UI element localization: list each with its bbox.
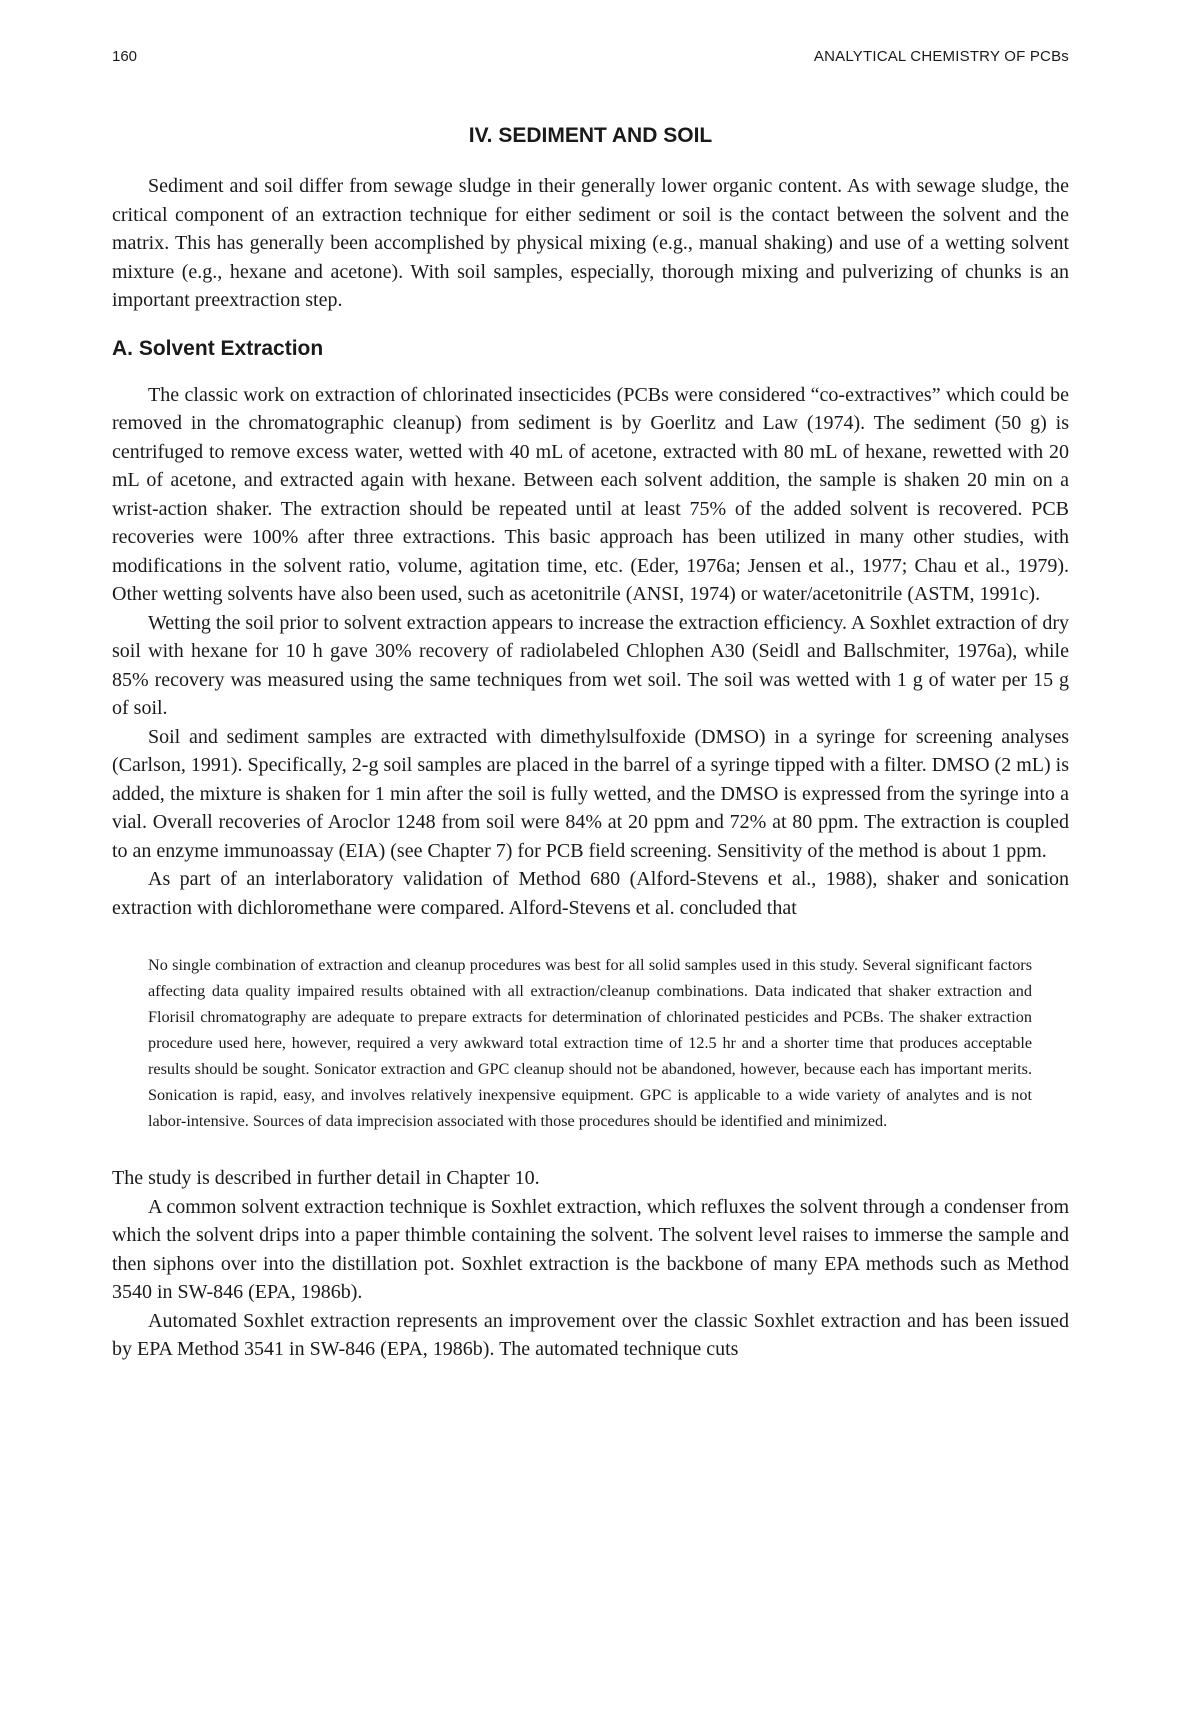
paragraph-classic-work: The classic work on extraction of chlorinated insecticides (PCBs were considered “co-extractives” which could be removed in the chromatographic cleanup) from sediment is by Goerlitz and Law (1974). The sediment (50 g) is centrifuged to remove excess water, wetted with 40 mL of acetone, extracted with 80 mL of hexane, rewetted with 20 mL of acetone, and extracted again with hexane. Between each solvent addition, the sample is shaken 20 min on a wrist-action shaker. The extraction should be repeated until at least 75% of the added solvent is recovered. PCB recoveries were 100% after three extractions. This basic approach has been utilized in many other studies, with modifications in the solvent ratio, volume, agitation time, etc. (Eder, 1976a; Jensen et al., 1977; Chau et al., 1979). Other wetting solvents have also been used, such as acetonitrile (ANSI, 1974) or water/acetonitrile (ASTM, 1991c). [112,383,1069,605]
running-head [112,48,1069,74]
paragraph-method-680: As part of an interlaboratory validation of Method 680 (Alford-Stevens et al., 1988), shaker and sonication extraction with dichloromethane were compared. Alford-Stevens et al. concluded that [112,868,1069,919]
book-title: ANALYTICAL CHEMISTRY OF PCBs [813,48,1069,65]
paragraph-dmso-extraction: Soil and sediment samples are extracted with dimethylsulfoxide (DMSO) in a syringe for screening analyses (Carlson, 1991). Specifically, 2-g soil samples are placed in the barrel of a syringe tipped with a filter. DMSO (2 mL) is added, the mixture is shaken for 1 min after the soil is fully wetted, and the DMSO is expressed from the syringe into a vial. Overall recoveries of Aroclor 1248 from soil were 84% at 20 ppm and 72% at 80 ppm. The extraction is coupled to an enzyme immunoassay (EIA) (see Chapter 7) for PCB field screening. Sensitivity of the method is about 1 ppm. [112,725,1069,862]
paragraph-soxhlet: A common solvent extraction technique is Soxhlet extraction, which refluxes the solvent through a condenser from which the solvent drips into a paper thimble containing the solvent. The solvent level raises to immerse the sample and then siphons over into the distillation pot. Soxhlet extraction is the backbone of many EPA methods such as Method 3540 in SW-846 (EPA, 1986b). [112,1195,1069,1303]
block-quote: No single combination of extraction and cleanup procedures was best for all solid samples used in this study. Several significant factors affecting data quality impaired results obtained with all extraction/cleanup combinations. Data indicated that shaker extraction and Florisil chromatography are adequate to prepare extracts for determination of chlorinated pesticides and PCBs. The shaker extraction procedure used here, however, required a very awkward total extraction time of 12.5 hr and a shorter time that produces acceptable results should be sought. Sonicator extraction and GPC cleanup should not be abandoned, however, because each has important merits. Sonication is rapid, easy, and involves relatively inexpensive equipment. GPC is applicable to a wide variety of analytes and is not labor-intensive. Sources of data imprecision associated with those procedures should be identified and minimized. [148,956,1032,1130]
section-intro-paragraph: Sediment and soil differ from sewage sludge in their generally lower organic content. As with sewage sludge, the critical component of an extraction technique for either sediment or soil is the contact between the solvent and the matrix. This has generally been accomplished by physical mixing (e.g., manual shaking) and use of a wetting solvent mixture (e.g., hexane and acetone). With soil samples, especially, thorough mixing and pulverizing of chunks is an important preextraction step. [112,175,1069,311]
paragraph-automated-soxhlet: Automated Soxhlet extraction represents an improvement over the classic Soxhlet extraction and has been issued by EPA Method 3541 in SW-846 (EPA, 1986b). The automated technique cuts [112,1309,1069,1360]
page-number: 160 [112,48,138,65]
section-heading: IV. SEDIMENT AND SOIL [468,124,713,147]
paragraph-wetting-soil: Wetting the soil prior to solvent extraction appears to increase the extraction efficiency. A Soxhlet extraction of dry soil with hexane for 10 h gave 30% recovery of radiolabeled Chlophen A30 (Seidl and Ballschmiter, 1976a), while 85% recovery was measured using the same techniques from wet soil. The soil was wetted with 1 g of water per 15 g of soil. [112,611,1069,719]
book-page [112,48,1069,1688]
paragraph-after-quote: The study is described in further detail in Chapter 10. [112,1167,540,1189]
subsection-heading: A. Solvent Extraction [112,336,324,360]
